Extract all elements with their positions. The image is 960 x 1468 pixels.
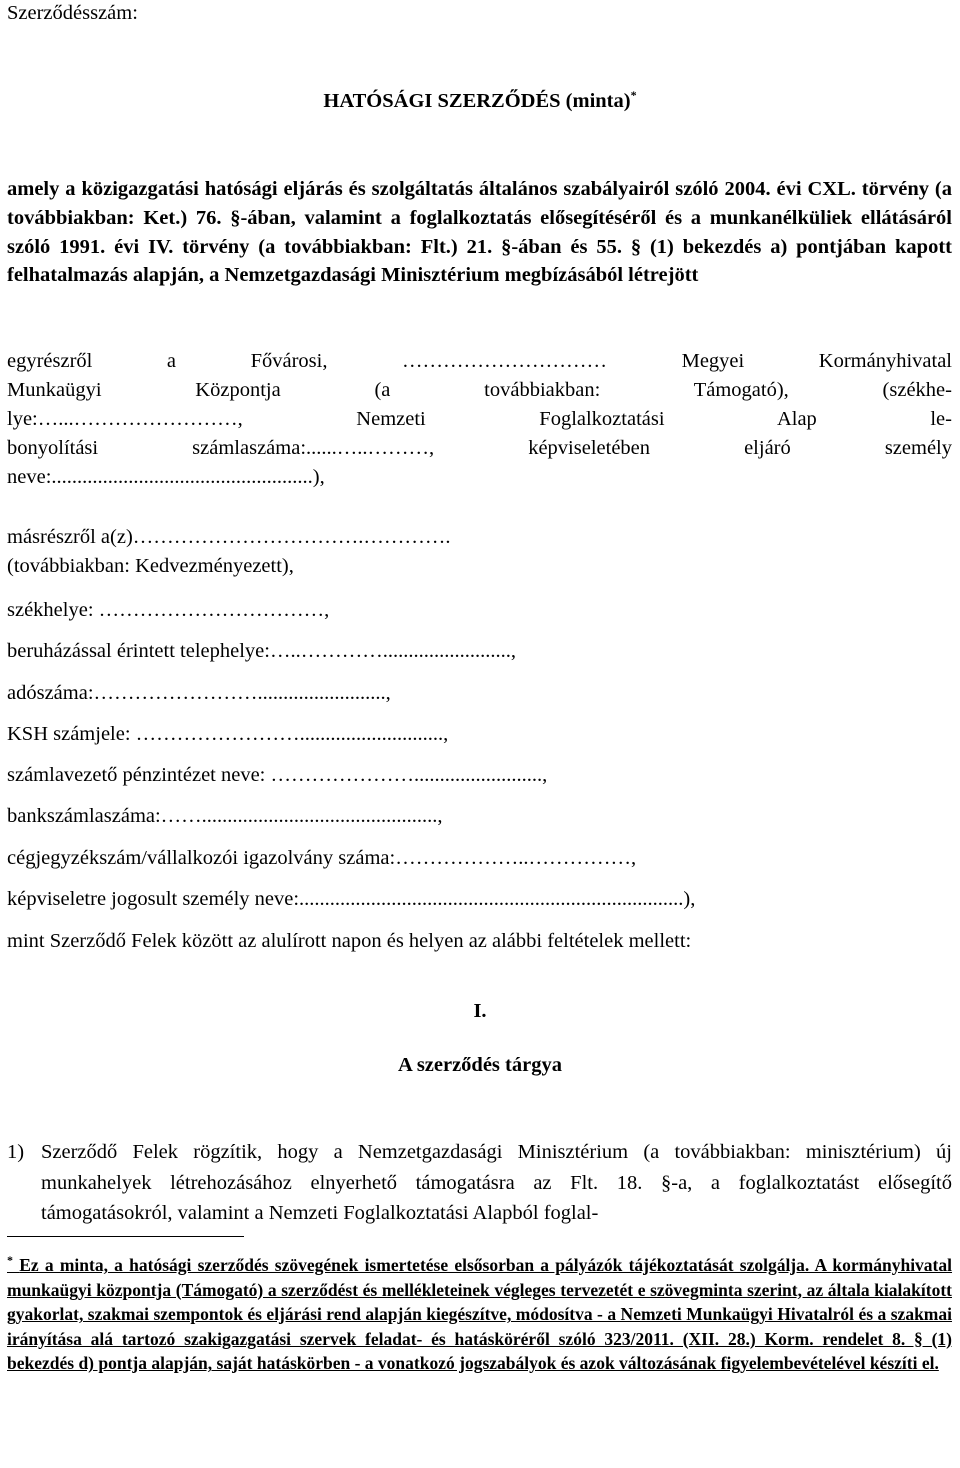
representative-field: képviseletre jogosult személy neve:...........................................................................), <box>7 888 696 910</box>
party1-line4: bonyolítási számlaszáma:......…..………, képviseletében eljáró személy <box>7 437 952 459</box>
list-item <box>7 1137 952 1229</box>
party1-line3: lye:…...……………………, Nemzeti Foglalkoztatási Alap le- <box>7 408 952 430</box>
seat-field: székhelye: ……………………………, <box>7 599 330 621</box>
party1-line5: neve:...................................................), <box>7 466 325 488</box>
party2-line1: másrészről a(z)…………………………….…………. <box>7 526 451 548</box>
contract-number-label: Szerződésszám: <box>7 2 138 24</box>
title-text: HATÓSÁGI SZERZŐDÉS (minta) <box>323 90 631 112</box>
section-number: I. <box>473 1000 487 1022</box>
site-field: beruházással érintett telephelye:…..…………........................., <box>7 640 516 662</box>
intro-paragraph: amely a közigazgatási hatósági eljárás és szolgáltatás általános szabályairól szóló 2004. évi CXL. törvény (a továbbiakban: Ket.) 76. §-ában, valamint a foglalkoztatás elősegítéséről és a munkanélküliek ellátásáról szóló 1991. évi IV. törvény (a továbbiakban: Flt.) 21. §-ában és 55. § (1) bekezdés a) pontjában kapott felhatalmazás alapján, a Nemzetgazdasági Minisztérium megbízásából létrejött <box>7 178 952 287</box>
party1-line1: egyrészről a Fővárosi, ………………………… Megyei Kormányhivatal <box>7 350 952 372</box>
party1-line2: Munkaügyi Központja (a továbbiakban: Támogató), (székhe- <box>7 379 952 401</box>
title-footnote-mark: * <box>630 88 637 103</box>
section-title: A szerződés tárgya <box>398 1054 562 1076</box>
footnote-divider <box>7 1236 244 1237</box>
ksh-field: KSH számjele: ……………………............................, <box>7 723 449 745</box>
bank-account-field: bankszámlaszáma:…….............................................., <box>7 805 443 827</box>
item-text: Szerződő Felek rögzítik, hogy a Nemzetgazdasági Minisztérium (a továbbiakban: minisztérium) új munkahelyek létrehozásához elnyerhető támogatásra az Flt. 18. §-a, a foglalkoztatást elősegítő támogatásokról, valamint a Nemzeti Foglalkoztatási Alapból foglal- <box>41 1141 952 1224</box>
page-title <box>0 88 960 114</box>
item-number: 1) <box>7 1141 25 1163</box>
party2-line2: (továbbiakban: Kedvezményezett), <box>7 555 294 577</box>
closing-line: mint Szerződő Felek között az alulírott napon és helyen az alábbi feltételek mellett: <box>7 930 692 952</box>
footnote-text: Ez a minta, a hatósági szerződés szövegének ismertetése elsősorban a pályázók tájékoztatását szolgálja. A kormányhivatal munkaügyi központja (Támogató) a szerződést és mellékleteinek végleges tervezetét e szövegminta szerint, az általa kialakított gyakorlat, szakmai szempontok és eljárási rend alapján kiegészítve, módosítva - a Nemzeti Munkaügyi Hivatalról és a szakmai irányítása alá tartozó szakigazgatási szervek feladat- és hatásköréről szóló 323/2011. (XII. 28.) Korm. rendelet 8. § (1) bekezdés d) pontja alapján, saját hatáskörben - a vonatkozó jogszabályok és azok változásának figyelembevételével készíti el. <box>7 1255 953 1374</box>
registry-field: cégjegyzékszám/vállalkozói igazolvány száma:………………..……………, <box>7 847 637 869</box>
tax-number-field: adószáma:……………………........................., <box>7 682 391 704</box>
bank-name-field: számlavezető pénzintézet neve: …………………........................., <box>7 764 548 786</box>
footnote <box>7 1253 952 1376</box>
footnote-mark: * <box>7 1253 13 1268</box>
